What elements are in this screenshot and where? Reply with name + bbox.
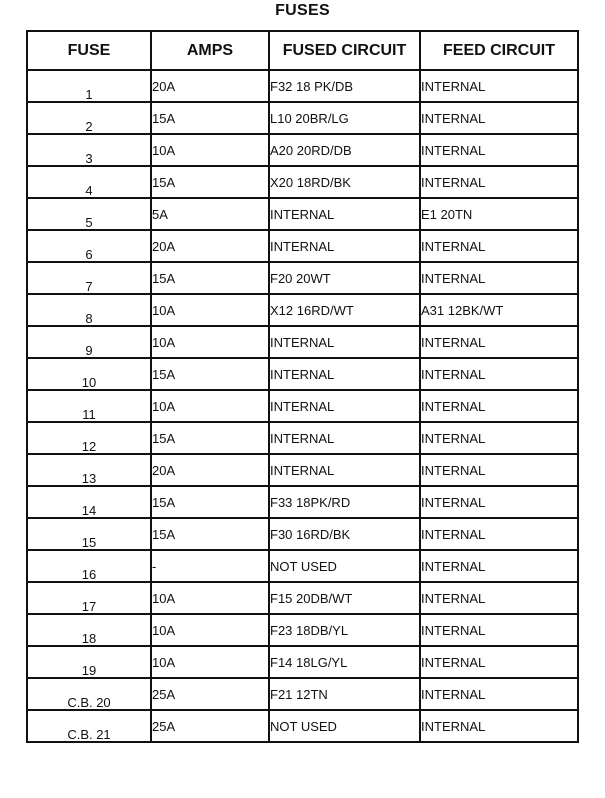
amps-cell: -	[151, 550, 269, 582]
header-amps: AMPS	[151, 31, 269, 70]
table-row	[27, 518, 578, 550]
fused-circuit-cell: INTERNAL	[269, 390, 420, 422]
fused-circuit-cell: INTERNAL	[269, 230, 420, 262]
fused-circuit-cell: X20 18RD/BK	[269, 166, 420, 198]
fused-circuit-cell: F14 18LG/YL	[269, 646, 420, 678]
fuse-number-cell: 16	[27, 550, 151, 582]
feed-circuit-cell: INTERNAL	[420, 518, 578, 550]
fused-circuit-cell: F21 12TN	[269, 678, 420, 710]
page-title: FUSES	[275, 2, 330, 19]
fuse-number-cell: 9	[27, 326, 151, 358]
table-row	[27, 230, 578, 262]
amps-cell: 25A	[151, 678, 269, 710]
fused-circuit-cell: INTERNAL	[269, 326, 420, 358]
feed-circuit-cell: INTERNAL	[420, 262, 578, 294]
feed-circuit-cell: E1 20TN	[420, 198, 578, 230]
feed-circuit-cell: INTERNAL	[420, 614, 578, 646]
fused-circuit-cell: F23 18DB/YL	[269, 614, 420, 646]
fused-circuit-cell: L10 20BR/LG	[269, 102, 420, 134]
feed-circuit-cell: INTERNAL	[420, 582, 578, 614]
fuse-number-cell: 10	[27, 358, 151, 390]
table-row	[27, 390, 578, 422]
feed-circuit-cell: INTERNAL	[420, 326, 578, 358]
amps-cell: 20A	[151, 454, 269, 486]
fuse-number-cell: 5	[27, 198, 151, 230]
amps-cell: 10A	[151, 134, 269, 166]
feed-circuit-cell: INTERNAL	[420, 102, 578, 134]
fused-circuit-cell: NOT USED	[269, 550, 420, 582]
fused-circuit-cell: F30 16RD/BK	[269, 518, 420, 550]
table-row	[27, 102, 578, 134]
fuse-number-cell: 15	[27, 518, 151, 550]
amps-cell: 10A	[151, 390, 269, 422]
feed-circuit-cell: INTERNAL	[420, 134, 578, 166]
table-row	[27, 422, 578, 454]
feed-circuit-cell: INTERNAL	[420, 70, 578, 102]
amps-cell: 10A	[151, 294, 269, 326]
table-row	[27, 614, 578, 646]
feed-circuit-cell: INTERNAL	[420, 230, 578, 262]
fused-circuit-cell: INTERNAL	[269, 358, 420, 390]
fused-circuit-cell: F15 20DB/WT	[269, 582, 420, 614]
amps-cell: 10A	[151, 646, 269, 678]
fuse-number-cell: 12	[27, 422, 151, 454]
fused-circuit-cell: F33 18PK/RD	[269, 486, 420, 518]
fuse-number-cell: 11	[27, 390, 151, 422]
amps-cell: 15A	[151, 518, 269, 550]
header-feed-circuit: FEED CIRCUIT	[420, 31, 578, 70]
fuse-number-cell: 6	[27, 230, 151, 262]
header-row	[27, 31, 578, 70]
table-row	[27, 70, 578, 102]
table-row	[27, 550, 578, 582]
feed-circuit-cell: INTERNAL	[420, 678, 578, 710]
table-row	[27, 198, 578, 230]
amps-cell: 15A	[151, 422, 269, 454]
feed-circuit-cell: A31 12BK/WT	[420, 294, 578, 326]
table-row	[27, 262, 578, 294]
feed-circuit-cell: INTERNAL	[420, 454, 578, 486]
fuse-number-cell: 13	[27, 454, 151, 486]
feed-circuit-cell: INTERNAL	[420, 390, 578, 422]
table-row	[27, 486, 578, 518]
amps-cell: 15A	[151, 166, 269, 198]
table-row	[27, 166, 578, 198]
amps-cell: 25A	[151, 710, 269, 742]
header-fuse: FUSE	[27, 31, 151, 70]
fused-circuit-cell: INTERNAL	[269, 454, 420, 486]
table-row	[27, 582, 578, 614]
fuse-number-cell: C.B. 20	[27, 678, 151, 710]
fuse-number-cell: 19	[27, 646, 151, 678]
fuse-number-cell: 2	[27, 102, 151, 134]
feed-circuit-cell: INTERNAL	[420, 422, 578, 454]
table-row	[27, 678, 578, 710]
header-fused-circuit: FUSED CIRCUIT	[269, 31, 420, 70]
fuse-number-cell: 7	[27, 262, 151, 294]
table-row	[27, 710, 578, 742]
fuse-number-cell: 17	[27, 582, 151, 614]
fuse-number-cell: 1	[27, 70, 151, 102]
fused-circuit-cell: INTERNAL	[269, 198, 420, 230]
table-row	[27, 646, 578, 678]
fuse-number-cell: C.B. 21	[27, 710, 151, 742]
amps-cell: 10A	[151, 326, 269, 358]
amps-cell: 15A	[151, 358, 269, 390]
amps-cell: 15A	[151, 262, 269, 294]
fused-circuit-cell: F20 20WT	[269, 262, 420, 294]
feed-circuit-cell: INTERNAL	[420, 486, 578, 518]
fused-circuit-cell: NOT USED	[269, 710, 420, 742]
fused-circuit-cell: A20 20RD/DB	[269, 134, 420, 166]
amps-cell: 10A	[151, 614, 269, 646]
table-body	[27, 70, 578, 742]
fuse-number-cell: 18	[27, 614, 151, 646]
table-row	[27, 294, 578, 326]
table-row	[27, 358, 578, 390]
table-row	[27, 326, 578, 358]
fuse-number-cell: 3	[27, 134, 151, 166]
feed-circuit-cell: INTERNAL	[420, 166, 578, 198]
amps-cell: 15A	[151, 486, 269, 518]
amps-cell: 15A	[151, 102, 269, 134]
fused-circuit-cell: INTERNAL	[269, 422, 420, 454]
fused-circuit-cell: F32 18 PK/DB	[269, 70, 420, 102]
amps-cell: 5A	[151, 198, 269, 230]
amps-cell: 20A	[151, 230, 269, 262]
feed-circuit-cell: INTERNAL	[420, 550, 578, 582]
table-row	[27, 134, 578, 166]
feed-circuit-cell: INTERNAL	[420, 358, 578, 390]
fused-circuit-cell: X12 16RD/WT	[269, 294, 420, 326]
fuse-number-cell: 8	[27, 294, 151, 326]
fuse-table	[26, 30, 579, 743]
feed-circuit-cell: INTERNAL	[420, 646, 578, 678]
amps-cell: 10A	[151, 582, 269, 614]
fuse-number-cell: 4	[27, 166, 151, 198]
table-row	[27, 454, 578, 486]
fuse-number-cell: 14	[27, 486, 151, 518]
amps-cell: 20A	[151, 70, 269, 102]
table-header	[27, 31, 578, 70]
feed-circuit-cell: INTERNAL	[420, 710, 578, 742]
